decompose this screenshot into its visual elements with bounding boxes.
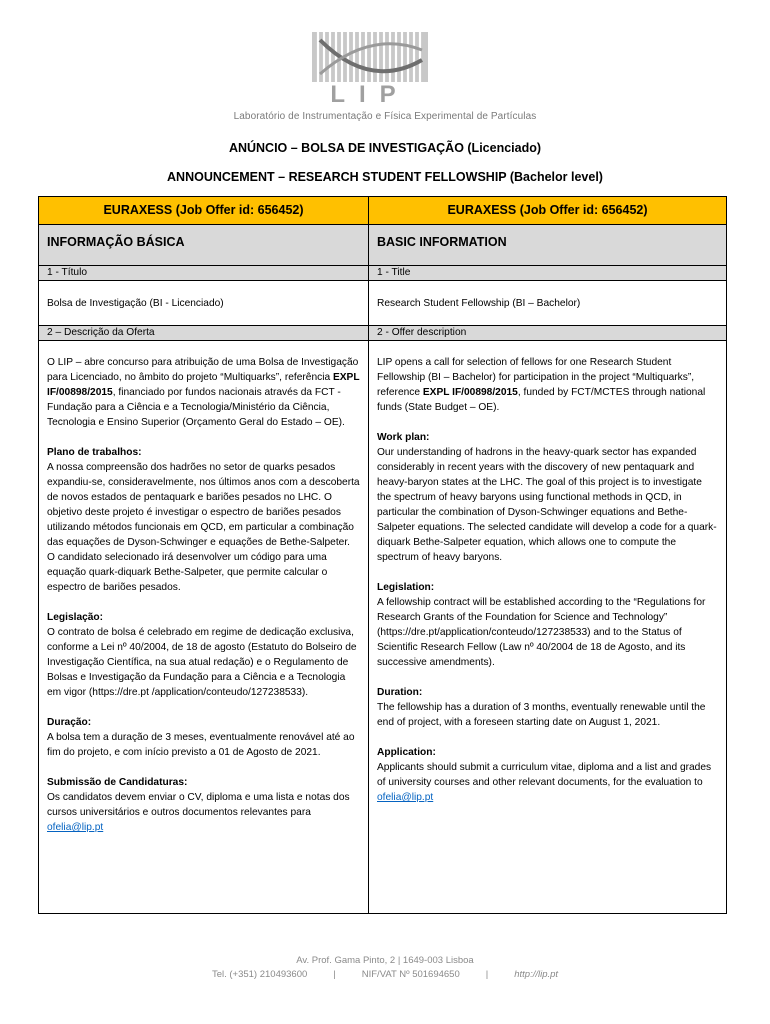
legislation-heading-en: Legislation: xyxy=(377,582,435,593)
legislation-text-en: A fellowship contract will be established according to the “Regulations for Research Grants of the Foundation for Science and Technology” (https://dre.pt/application/conteudo/127238533) and to the Status of Scientific Research Fellow (Law nº 40/2004 de 18 de Agosto, and its successive amendments). xyxy=(377,597,706,668)
duration-heading-en: Duration: xyxy=(377,687,423,698)
email-link-pt[interactable]: ofelia@lip.pt xyxy=(47,822,104,833)
duration-text-en: The fellowship has a duration of 3 months, eventually renewable until the end of project, with a foreseen starting date on August 1, 2021. xyxy=(377,702,706,728)
plan-heading-pt: Plano de trabalhos: xyxy=(47,447,142,458)
footer-nif: NIF/VAT Nº 501694650 xyxy=(361,969,460,980)
euraxess-row xyxy=(39,197,727,225)
application-text-en: Applicants should submit a curriculum vitae, diploma and a list and grades of university courses and other relevant documents, for the evaluation to ofelia@lip.pt xyxy=(377,762,712,803)
footer-separator: | xyxy=(333,969,336,980)
description-en xyxy=(369,341,727,914)
plan-text-pt: A nossa compreensão dos hadrões no setor de quarks pesados expandiu-se, consideravelmente, nos últimos anos com a descoberta de novos estados de pentaquark e bariões pesados no LHC. O objetivo deste projeto é investigar o espectro de bariões pesados utilizando métodos funcionais em QCD, em particular a combinação das equações de Dyson-Schwinger e equações de Bethe-Salpeter. O candidato selecionado irá desenvolver um código para uma equação quark-diquark Bethe-Salpeter, que permite calcular o espectro de bariões pesados. xyxy=(47,462,360,593)
basic-info-pt: INFORMAÇÃO BÁSICA xyxy=(39,225,369,266)
footer-contact xyxy=(0,969,770,980)
footer-tel: Tel. (+351) 210493600 xyxy=(211,969,308,980)
title-label-pt: 1 - Título xyxy=(39,266,369,281)
lab-name: Laboratório de Instrumentação e Física Experimental de Partículas xyxy=(233,111,537,122)
title-value-row xyxy=(39,281,727,326)
desc-label-pt: 2 – Descrição da Oferta xyxy=(39,326,369,341)
title-label-en: 1 - Title xyxy=(369,266,727,281)
euraxess-pt: EURAXESS (Job Offer id: 656452) xyxy=(39,197,369,225)
euraxess-en: EURAXESS (Job Offer id: 656452) xyxy=(369,197,727,225)
email-link-en[interactable]: ofelia@lip.pt xyxy=(377,792,434,803)
lip-logo xyxy=(310,30,430,104)
duration-heading-pt: Duração: xyxy=(47,717,92,728)
basic-info-en: BASIC INFORMATION xyxy=(369,225,727,266)
intro-pt: O LIP – abre concurso para atribuição de uma Bolsa de Investigação para Licenciado, no âmbito do projeto “Multiquarks”, referência EXPL IF/00898/2015, financiado por fundos nacionais através da FCT - Fundação para a Ciência e a Tecnologia/Ministério da Ciência, Tecnologia e Ensino Superior (Orçamento Geral do Estado – OE). xyxy=(47,357,360,428)
title-label-row xyxy=(39,266,727,281)
desc-label-row xyxy=(39,326,727,341)
announcement-table xyxy=(38,196,727,914)
duration-text-pt: A bolsa tem a duração de 3 meses, eventualmente renovável até ao fim do projeto, e com início previsto a 01 de Agosto de 2021. xyxy=(47,732,355,758)
description-pt xyxy=(39,341,369,914)
legislation-heading-pt: Legislação: xyxy=(47,612,104,623)
intro-en: LIP opens a call for selection of fellows for one Research Student Fellowship (BI – Bachelor) for participation in the project “Multiquarks”, reference EXPL IF/00898/2015, funded by FCT/MCTES through national funds (State Budget – OE). xyxy=(377,357,706,413)
legislation-text-pt: O contrato de bolsa é celebrado em regime de dedicação exclusiva, conforme a Lei nº 40/2004, de 18 de agosto (Estatuto do Bolseiro de Investigação Científica, na sua atual redação) e o Regulamento de Bolsas e Investigação da Fundação para a Ciência e a Tecnologia em vigor (https://dre.pt /application/conteudo/127238533). xyxy=(47,627,357,698)
plan-text-en: Our understanding of hadrons in the heavy-quark sector has expanded considerably in recent years with the discovery of new pentaquark and heavy-baryon states at the LHC. The goal of this project is to investigate the spectrum of heavy baryons using functional methods in QCD, in particular the combination of Dyson-Schwinger equations and Bethe-Salpeter equations. The selected candidate will develop a code for a quark-diquark Bethe-Salpeter equation, which allows one to compute the spectrum of heavy baryons. xyxy=(377,447,717,563)
submission-heading-pt: Submissão de Candidaturas: xyxy=(47,777,188,788)
basic-info-row xyxy=(39,225,727,266)
title-value-pt: Bolsa de Investigação (BI - Licenciado) xyxy=(39,281,369,326)
title-value-en: Research Student Fellowship (BI – Bachelor) xyxy=(369,281,727,326)
footer-address: Av. Prof. Gama Pinto, 2 | 1649-003 Lisboa xyxy=(296,955,474,966)
plan-heading-en: Work plan: xyxy=(377,432,430,443)
submission-text-pt: Os candidatos devem enviar o CV, diploma e uma lista e notas dos cursos universitários e outros documentos relevantes para ofelia@lip.pt xyxy=(47,792,350,833)
footer-url[interactable]: http://lip.pt xyxy=(514,969,559,980)
title-pt: ANÚNCIO – BOLSA DE INVESTIGAÇÃO (Licenciado) xyxy=(228,141,542,155)
desc-label-en: 2 - Offer description xyxy=(369,326,727,341)
logo-wordmark: LIP xyxy=(330,81,410,104)
description-row xyxy=(39,341,727,914)
title-en: ANNOUNCEMENT – RESEARCH STUDENT FELLOWSHIP (Bachelor level) xyxy=(167,170,603,184)
application-heading-en: Application: xyxy=(377,747,436,758)
footer-separator: | xyxy=(485,969,489,980)
